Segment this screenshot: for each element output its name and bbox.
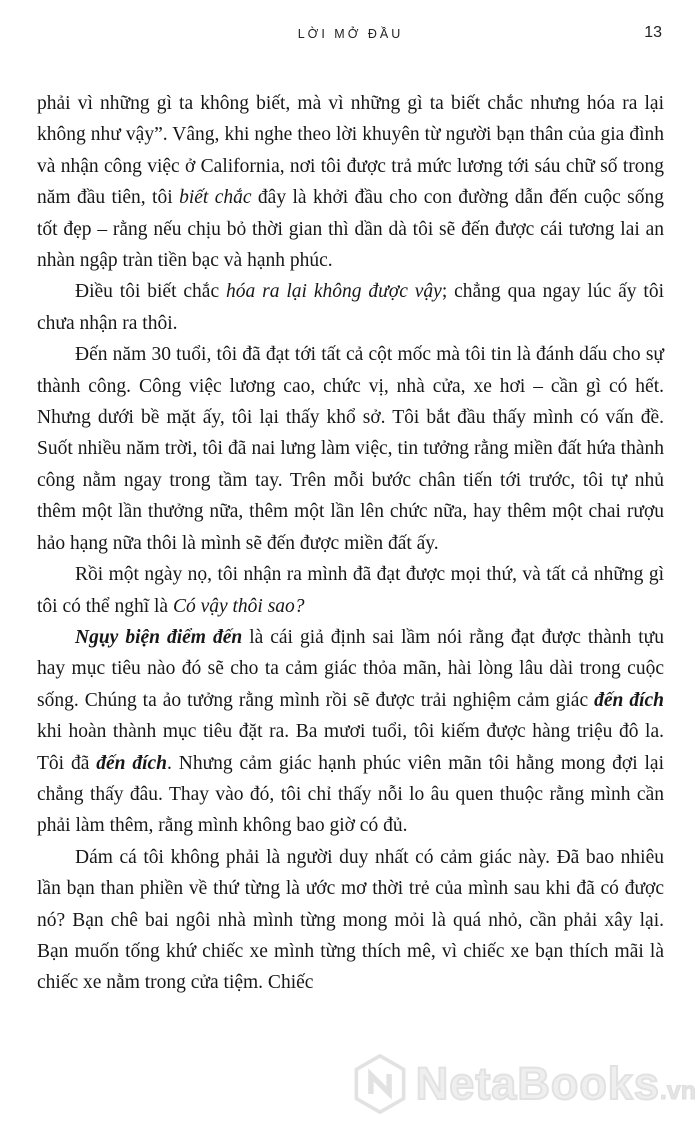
page-body — [37, 88, 664, 999]
paragraph — [37, 339, 664, 559]
text-segment: Điều tôi biết chắc — [75, 281, 227, 303]
chapter-title: LỜI MỞ ĐẦU — [297, 27, 404, 41]
paragraph — [37, 622, 664, 842]
text-segment: . Nhưng cảm giác hạnh phúc viên mãn tôi hằng mong đợi lại chẳng thấy đâu. Thay vào đó, tôi chỉ thấy nỗi lo âu quen thuộc rằng mình cần phải làm thêm, rằng mình không bao giờ có đủ. — [37, 752, 665, 837]
text-segment: khi hoàn thành mục tiêu đặt ra. Ba mươi tuổi, tôi kiếm được hàng triệu đô la. Tôi đã — [37, 721, 664, 774]
paragraph — [37, 276, 664, 339]
text-segment: đây là khởi đầu cho con đường dẫn đến cuộc sống tốt đẹp – rằng nếu chịu bỏ thời gian thì dần dà tôi sẽ đến được cái tương lai an nhàn ngập tràn tiền bạc và hạnh phúc. — [37, 187, 665, 272]
text-segment: là cái giả định sai lầm nói rằng đạt được thành tựu hay mục tiêu nào đó sẽ cho ta cảm giác thỏa mãn, hài lòng lâu dài trong cuộc sống. Chúng ta ảo tưởng rằng mình rồi sẽ được trải nghiệm cảm giác — [37, 626, 664, 711]
running-header — [37, 24, 664, 46]
paragraph — [37, 559, 664, 622]
text-segment: đến đích — [594, 689, 664, 711]
paragraph — [37, 88, 664, 276]
hexagon-n-icon — [352, 1054, 408, 1114]
text-segment: Rồi một ngày nọ, tôi nhận ra mình đã đạt được mọi thứ, và tất cả những gì tôi có thể nghĩ là — [37, 564, 664, 617]
watermark-brand: NetaBooks — [415, 1058, 660, 1109]
text-segment: hóa ra lại không được vậy — [226, 281, 442, 303]
watermark-brand-text — [416, 1058, 696, 1110]
text-segment: Đến năm 30 tuổi, tôi đã đạt tới tất cả cột mốc mà tôi tin là đánh dấu cho sự thành công. Công việc lương cao, chức vị, nhà cửa, xe hơi – cần gì có hết. Nhưng dưới bề mặt ấy, tôi lại thấy khổ sở. Tôi bắt đầu thấy mình có vấn đề. Suốt nhiều năm trời, tôi đã nai lưng làm việc, tin tưởng rằng miền đất hứa thành công nằm ngay trong tầm tay. Trên mỗi bước chân tiến tới trước, tôi tự nhủ thêm một lần thưởng nữa, thêm một lần lên chức nữa, hay thêm một chai rượu hảo hạng nữa thôi là mình sẽ đến được miền đất ấy. — [37, 344, 664, 554]
watermark-domain-suffix: .vn — [659, 1077, 696, 1105]
text-segment: ; chẳng qua ngay lúc ấy tôi chưa nhận ra thôi. — [37, 281, 665, 334]
paragraph — [37, 842, 664, 999]
text-segment: phải vì những gì ta không biết, mà vì những gì ta biết chắc nhưng hóa ra lại không như vậy”. Vâng, khi nghe theo lời khuyên từ người bạn thân của gia đình và nhận công việc ở California, nơi tôi được trả mức lương tới sáu chữ số trong năm đầu tiên, tôi — [37, 93, 664, 209]
text-segment: đến đích — [96, 752, 168, 774]
text-segment: biết chắc — [179, 187, 252, 209]
text-segment: Có vậy thôi sao? — [172, 595, 305, 617]
text-segment: Ngụy biện điểm đến — [75, 626, 243, 648]
watermark — [352, 1054, 696, 1114]
page-number: 13 — [644, 24, 662, 41]
text-segment: Dám cá tôi không phải là người duy nhất có cảm giác này. Đã bao nhiêu lần bạn than phiền về thứ từng là ước mơ thời trẻ của mình sau khi đã có được nó? Bạn chê bai ngôi nhà mình từng mong mỏi là quá nhỏ, cần phải xây lại. Bạn muốn tống khứ chiếc xe mình từng thích mê, vì chiếc xe bạn thích mãi là chiếc xe nằm trong cửa tiệm. Chiếc — [37, 846, 664, 994]
